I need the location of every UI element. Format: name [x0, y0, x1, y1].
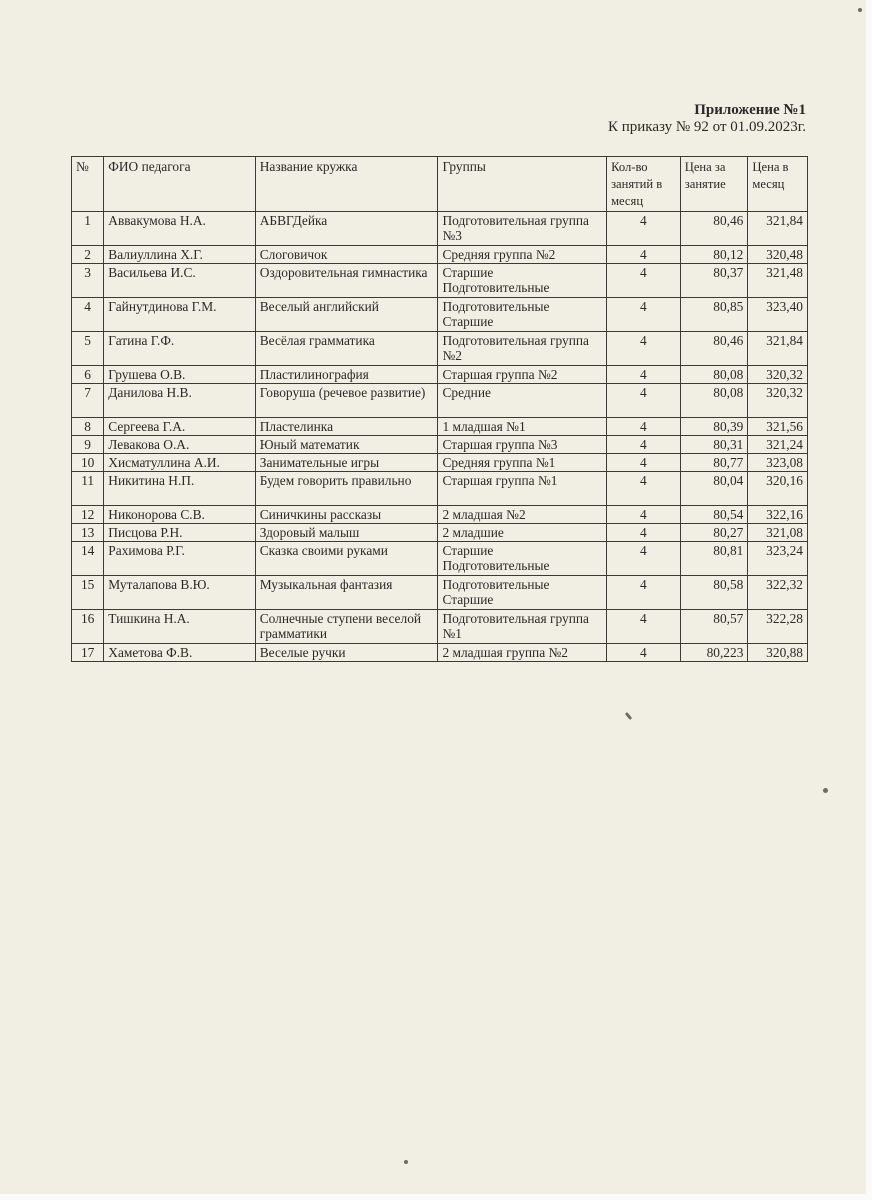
cell-lessons-count: 4 — [607, 454, 681, 472]
cell-lessons-count: 4 — [607, 384, 681, 418]
table-body — [72, 212, 808, 662]
cell-price-month: 320,88 — [748, 644, 808, 662]
cell-price-month: 323,24 — [748, 542, 808, 576]
cell-club: Занимательные игры — [255, 454, 438, 472]
cell-teacher: Данилова Н.В. — [104, 384, 255, 418]
cell-number: 17 — [72, 644, 104, 662]
cell-number: 6 — [72, 366, 104, 384]
table-row — [72, 506, 808, 524]
cell-number: 7 — [72, 384, 104, 418]
table-row — [72, 384, 808, 418]
cell-price-lesson: 80,85 — [680, 298, 748, 332]
col-header-teacher: ФИО педагога — [104, 157, 255, 212]
col-header-price-lesson: Цена за занятие — [680, 157, 748, 212]
cell-price-month: 320,32 — [748, 384, 808, 418]
table-row — [72, 472, 808, 506]
cell-groups: Средние — [438, 384, 607, 418]
cell-club: Будем говорить правильно — [255, 472, 438, 506]
cell-price-lesson: 80,31 — [680, 436, 748, 454]
cell-groups: 1 младшая №1 — [438, 418, 607, 436]
cell-price-month: 320,48 — [748, 246, 808, 264]
cell-number: 13 — [72, 524, 104, 542]
document-header — [608, 102, 806, 136]
cell-club: Сказка своими руками — [255, 542, 438, 576]
page-edge — [0, 1194, 872, 1200]
cell-price-month: 320,32 — [748, 366, 808, 384]
table-row — [72, 366, 808, 384]
table-row — [72, 542, 808, 576]
cell-number: 16 — [72, 610, 104, 644]
cell-lessons-count: 4 — [607, 418, 681, 436]
col-header-price-month: Цена в месяц — [748, 157, 808, 212]
cell-teacher: Гатина Г.Ф. — [104, 332, 255, 366]
cell-teacher: Рахимова Р.Г. — [104, 542, 255, 576]
clubs-table — [71, 156, 808, 662]
cell-lessons-count: 4 — [607, 212, 681, 246]
cell-club: Веселые ручки — [255, 644, 438, 662]
cell-lessons-count: 4 — [607, 524, 681, 542]
cell-price-lesson: 80,58 — [680, 576, 748, 610]
cell-groups: Старшая группа №3 — [438, 436, 607, 454]
cell-teacher: Тишкина Н.А. — [104, 610, 255, 644]
table-header-row — [72, 157, 808, 212]
col-header-lessons-count: Кол-во занятий в месяц — [607, 157, 681, 212]
cell-price-lesson: 80,54 — [680, 506, 748, 524]
table-row — [72, 264, 808, 298]
table-row — [72, 212, 808, 246]
cell-lessons-count: 4 — [607, 366, 681, 384]
table-row — [72, 524, 808, 542]
cell-lessons-count: 4 — [607, 506, 681, 524]
cell-groups: 2 младшая группа №2 — [438, 644, 607, 662]
table-row — [72, 436, 808, 454]
cell-teacher: Писцова Р.Н. — [104, 524, 255, 542]
table-row — [72, 246, 808, 264]
cell-club: Оздоровительная гимнастика — [255, 264, 438, 298]
col-header-number: № — [72, 157, 104, 212]
cell-number: 14 — [72, 542, 104, 576]
cell-groups: Старшие Подготовительные — [438, 264, 607, 298]
cell-groups: Старшие Подготовительные — [438, 542, 607, 576]
cell-club: Юный математик — [255, 436, 438, 454]
scan-speck — [823, 788, 828, 793]
cell-groups: Подготовительная группа №2 — [438, 332, 607, 366]
table-row — [72, 610, 808, 644]
cell-club: Музыкальная фантазия — [255, 576, 438, 610]
cell-lessons-count: 4 — [607, 264, 681, 298]
cell-price-lesson: 80,08 — [680, 384, 748, 418]
cell-price-lesson: 80,39 — [680, 418, 748, 436]
cell-price-lesson: 80,37 — [680, 264, 748, 298]
cell-club: Солнечные ступени веселой грамматики — [255, 610, 438, 644]
cell-club: Синичкины рассказы — [255, 506, 438, 524]
cell-number: 15 — [72, 576, 104, 610]
cell-price-month: 323,08 — [748, 454, 808, 472]
cell-teacher: Аввакумова Н.А. — [104, 212, 255, 246]
cell-groups: Подготовительная группа №3 — [438, 212, 607, 246]
cell-price-month: 321,84 — [748, 212, 808, 246]
cell-club: Говоруша (речевое развитие) — [255, 384, 438, 418]
table-row — [72, 418, 808, 436]
cell-number: 1 — [72, 212, 104, 246]
cell-groups: Старшая группа №1 — [438, 472, 607, 506]
cell-groups: Подготовительная группа №1 — [438, 610, 607, 644]
cell-price-lesson: 80,27 — [680, 524, 748, 542]
scan-speck — [404, 1160, 408, 1164]
cell-price-month: 322,32 — [748, 576, 808, 610]
cell-teacher: Грушева О.В. — [104, 366, 255, 384]
cell-price-lesson: 80,08 — [680, 366, 748, 384]
cell-price-lesson: 80,12 — [680, 246, 748, 264]
cell-lessons-count: 4 — [607, 610, 681, 644]
cell-price-month: 321,08 — [748, 524, 808, 542]
cell-lessons-count: 4 — [607, 298, 681, 332]
cell-teacher: Никитина Н.П. — [104, 472, 255, 506]
cell-club: Слоговичок — [255, 246, 438, 264]
cell-lessons-count: 4 — [607, 542, 681, 576]
appendix-title: Приложение №1 — [694, 102, 806, 118]
scan-speck — [858, 8, 862, 12]
cell-teacher: Никонорова С.В. — [104, 506, 255, 524]
cell-teacher: Хаметова Ф.В. — [104, 644, 255, 662]
cell-price-lesson: 80,46 — [680, 332, 748, 366]
cell-club: Пластелинка — [255, 418, 438, 436]
cell-price-month: 321,24 — [748, 436, 808, 454]
cell-price-lesson: 80,57 — [680, 610, 748, 644]
table-row — [72, 298, 808, 332]
col-header-club: Название кружка — [255, 157, 438, 212]
cell-number: 8 — [72, 418, 104, 436]
cell-number: 3 — [72, 264, 104, 298]
cell-club: Веселый английский — [255, 298, 438, 332]
cell-number: 9 — [72, 436, 104, 454]
cell-club: АБВГДейка — [255, 212, 438, 246]
cell-number: 5 — [72, 332, 104, 366]
cell-groups: Подготовительные Старшие — [438, 298, 607, 332]
cell-price-month: 321,48 — [748, 264, 808, 298]
cell-price-lesson: 80,81 — [680, 542, 748, 576]
cell-number: 12 — [72, 506, 104, 524]
cell-teacher: Сергеева Г.А. — [104, 418, 255, 436]
table-row — [72, 576, 808, 610]
cell-teacher: Валиуллина Х.Г. — [104, 246, 255, 264]
page-edge — [866, 0, 872, 1200]
cell-lessons-count: 4 — [607, 332, 681, 366]
cell-number: 10 — [72, 454, 104, 472]
order-reference: К приказу № 92 от 01.09.2023г. — [607, 119, 806, 135]
cell-club: Здоровый малыш — [255, 524, 438, 542]
cell-teacher: Гайнутдинова Г.М. — [104, 298, 255, 332]
cell-price-month: 322,28 — [748, 610, 808, 644]
cell-lessons-count: 4 — [607, 436, 681, 454]
cell-price-lesson: 80,223 — [680, 644, 748, 662]
cell-groups: Подготовительные Старшие — [438, 576, 607, 610]
cell-price-month: 321,56 — [748, 418, 808, 436]
cell-number: 2 — [72, 246, 104, 264]
cell-lessons-count: 4 — [607, 246, 681, 264]
cell-price-lesson: 80,46 — [680, 212, 748, 246]
cell-teacher: Муталапова В.Ю. — [104, 576, 255, 610]
cell-teacher: Васильева И.С. — [104, 264, 255, 298]
cell-price-lesson: 80,77 — [680, 454, 748, 472]
cell-lessons-count: 4 — [607, 576, 681, 610]
cell-teacher: Хисматуллина А.И. — [104, 454, 255, 472]
cell-groups: Средняя группа №2 — [438, 246, 607, 264]
cell-price-month: 322,16 — [748, 506, 808, 524]
cell-teacher: Левакова О.А. — [104, 436, 255, 454]
cell-price-month: 320,16 — [748, 472, 808, 506]
table-row — [72, 644, 808, 662]
cell-groups: Средняя группа №1 — [438, 454, 607, 472]
cell-number: 4 — [72, 298, 104, 332]
cell-lessons-count: 4 — [607, 644, 681, 662]
col-header-groups: Группы — [438, 157, 607, 212]
cell-club: Пластилинография — [255, 366, 438, 384]
cell-number: 11 — [72, 472, 104, 506]
cell-groups: Старшая группа №2 — [438, 366, 607, 384]
scan-speck — [625, 712, 632, 720]
table-row — [72, 332, 808, 366]
cell-price-lesson: 80,04 — [680, 472, 748, 506]
cell-groups: 2 младшие — [438, 524, 607, 542]
cell-club: Весёлая грамматика — [255, 332, 438, 366]
cell-price-month: 323,40 — [748, 298, 808, 332]
table-row — [72, 454, 808, 472]
cell-price-month: 321,84 — [748, 332, 808, 366]
cell-groups: 2 младшая №2 — [438, 506, 607, 524]
cell-lessons-count: 4 — [607, 472, 681, 506]
